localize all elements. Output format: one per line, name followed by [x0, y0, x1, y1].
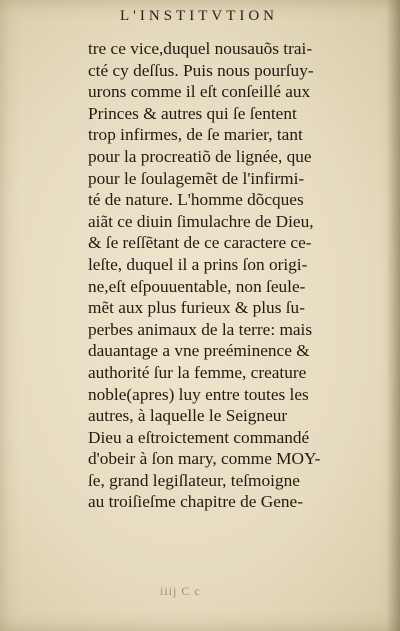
text-line: noble(apres) luy entre toutes les	[88, 384, 309, 404]
text-line: aiãt ce diuin ſimulachre de Dieu,	[88, 211, 314, 231]
text-line: leſte, duquel il a prins ſon origi-	[88, 254, 308, 274]
text-line: d'obeir à ſon mary, comme MOY-	[88, 449, 321, 469]
body-text	[88, 38, 378, 513]
text-line: ſe, grand legiſlateur, teſmoigne	[88, 470, 300, 490]
running-header: L'INSTITVTION	[120, 8, 279, 24]
text-line: pour la procreatiõ de lignée, que	[88, 146, 312, 166]
text-line: Dieu a eſtroictement commandé	[88, 427, 310, 447]
text-line: tre ce vice,duquel nousauõs trai-	[88, 39, 313, 58]
text-line: trop infirmes, de ſe marier, tant	[88, 125, 303, 145]
text-line: dauantage a vne preéminence &	[88, 341, 310, 361]
text-line: perbes animaux de la terre: mais	[88, 319, 313, 339]
text-line: autres, à laquelle le Seigneur	[88, 406, 288, 426]
text-line: ne,eſt eſpouuentable, non ſeule-	[88, 276, 306, 296]
text-line: pour le ſoulagemẽt de l'infirmi-	[88, 168, 305, 188]
signature-mark: iiij C c	[160, 584, 201, 598]
text-line: authorité ſur la femme, creature	[88, 362, 307, 382]
text-line: mẽt aux plus furieux & plus ſu-	[88, 298, 305, 318]
text-line: & ſe reſſẽtant de ce caractere ce-	[88, 233, 312, 253]
text-line: Princes & autres qui ſe ſentent	[88, 103, 297, 123]
binding-gutter	[386, 0, 400, 631]
text-line: au troiſieſme chapitre de Gene-	[88, 492, 303, 512]
text-line: urons comme il eſt conſeillé aux	[88, 82, 311, 102]
text-line: cté cy deſſus. Puis nous pourſuy-	[88, 60, 314, 80]
text-line: té de nature. L'homme dõcques	[88, 190, 304, 210]
